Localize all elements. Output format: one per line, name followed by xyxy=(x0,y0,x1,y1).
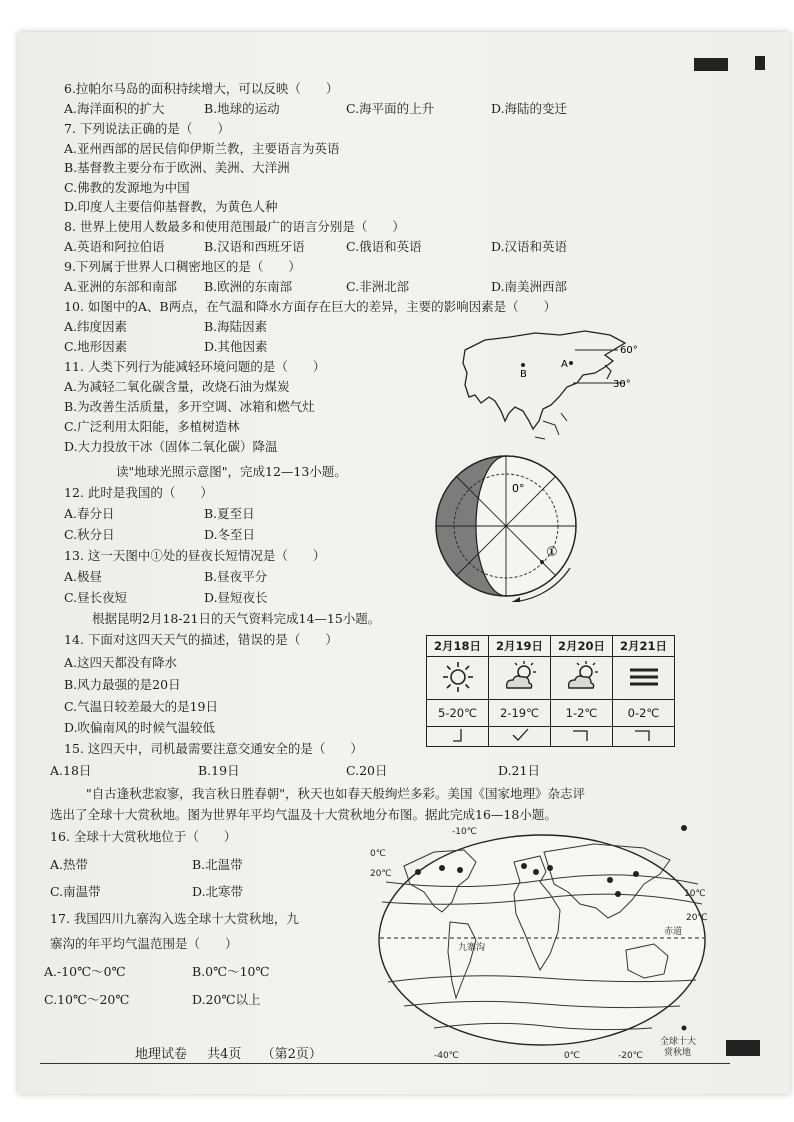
option-17a: A.-10℃～0℃ xyxy=(44,964,126,979)
corner-mark xyxy=(726,1040,760,1056)
weather-temp: 2-19℃ xyxy=(489,700,551,727)
point-a-marker xyxy=(569,361,573,365)
point-b-label: B xyxy=(520,369,527,380)
page-footer xyxy=(135,1043,338,1062)
point-1-marker xyxy=(540,560,544,564)
isotherm-label: 10℃ xyxy=(684,889,706,899)
autumn-site-marker xyxy=(681,825,687,831)
weather-icon-cell xyxy=(551,657,613,700)
jiuzhaigou-label: 九寨沟 xyxy=(458,943,486,953)
option-11c: C.广泛利用太阳能，多植树造林 xyxy=(64,419,240,434)
weather-icon-cell xyxy=(613,657,675,700)
question-8: 8. 世界上使用人数最多和使用范围最广的语言分别是（ ） xyxy=(64,219,405,234)
question-17-line2: 寨沟的年平均气温范围是（ ） xyxy=(50,936,238,951)
footer-subject: 地理试卷 xyxy=(135,1047,188,1062)
isotherm-label: 20℃ xyxy=(370,869,392,879)
isotherm-label: -20℃ xyxy=(618,1051,643,1061)
option-10b: B.海陆因素 xyxy=(204,319,268,334)
weather-temp: 0-2℃ xyxy=(613,700,675,727)
weather-date: 2月18日 xyxy=(427,636,489,657)
option-12c: C.秋分日 xyxy=(64,527,115,542)
option-9a: A.亚洲的东部和南部 xyxy=(64,279,178,294)
option-10a: A.纬度因素 xyxy=(64,319,128,334)
weather-date: 2月19日 xyxy=(489,636,551,657)
option-6d: D.海陆的变迁 xyxy=(491,101,568,116)
option-11a: A.为减轻二氧化碳含量，改烧石油为煤炭 xyxy=(64,379,290,394)
option-8d: D.汉语和英语 xyxy=(491,239,568,254)
isotherm-label: 20℃ xyxy=(686,913,708,923)
option-14a: A.这四天都没有降水 xyxy=(64,655,178,670)
question-12: 12. 此时是我国的（ ） xyxy=(64,485,213,500)
option-9b: B.欧洲的东南部 xyxy=(204,279,293,294)
wind-icon xyxy=(567,727,597,743)
weather-date: 2月21日 xyxy=(613,636,675,657)
option-8a: A.英语和阿拉伯语 xyxy=(64,239,165,254)
sunny-icon xyxy=(441,660,475,694)
legend-marker xyxy=(682,1026,687,1031)
asia-map xyxy=(455,325,640,445)
option-10c: C.地形因素 xyxy=(64,339,128,354)
autumn-site-marker xyxy=(415,869,421,875)
corner-mark xyxy=(694,58,728,71)
question-13: 13. 这一天图中①处的昼夜长短情况是（ ） xyxy=(64,548,326,563)
option-16d: D.北寒带 xyxy=(192,884,244,899)
partly-cloudy-icon xyxy=(564,660,600,694)
isotherm-label: -10℃ xyxy=(452,827,477,837)
legend-label-line2: 赏秋地 xyxy=(664,1048,692,1058)
asia-outline xyxy=(463,331,625,429)
world-temperature-map xyxy=(364,822,720,1064)
question-11: 11. 人类下列行为能减轻环境问题的是（ ） xyxy=(64,359,326,374)
weather-temp: 1-2℃ xyxy=(551,700,613,727)
question-6: 6.拉帕尔马岛的面积持续增大，可以反映（ ） xyxy=(64,81,339,96)
option-9c: C.非洲北部 xyxy=(346,279,410,294)
point-a-label: A xyxy=(561,359,568,370)
autumn-site-marker xyxy=(607,877,613,883)
option-13b: B.昼夜平分 xyxy=(204,569,268,584)
weather-date: 2月20日 xyxy=(551,636,613,657)
question-16: 16. 全球十大赏秋地位于（ ） xyxy=(50,829,237,844)
weather-icon-cell xyxy=(427,657,489,700)
option-6b: B.地球的运动 xyxy=(204,101,280,116)
option-8c: C.俄语和英语 xyxy=(346,239,422,254)
option-13a: A.极昼 xyxy=(64,569,103,584)
meridian-0-label: 0° xyxy=(512,482,525,495)
option-7b: B.基督教主要分布于欧洲、美洲、大洋洲 xyxy=(64,160,290,175)
wind-cell xyxy=(551,727,613,747)
wind-icon xyxy=(443,727,473,743)
point-1-label: ① xyxy=(546,545,558,560)
autumn-site-marker xyxy=(547,865,553,871)
wind-icon xyxy=(629,727,659,743)
arrow-head xyxy=(512,597,520,602)
option-12b: B.夏至日 xyxy=(204,506,255,521)
option-16a: A.热带 xyxy=(50,857,89,872)
equator-label: 赤道 xyxy=(664,927,683,937)
weather-icon-cell xyxy=(489,657,551,700)
autumn-site-marker xyxy=(615,891,621,897)
globe-diagram xyxy=(432,452,592,602)
corner-mark xyxy=(755,56,765,70)
wind-cell xyxy=(613,727,675,747)
fog-icon xyxy=(626,660,662,694)
partly-cloudy-icon xyxy=(502,660,538,694)
option-11b: B.为改善生活质量，多开空调、冰箱和燃气灶 xyxy=(64,399,315,414)
autumn-site-marker xyxy=(533,869,539,875)
autumn-site-marker xyxy=(521,863,527,869)
option-11d: D.大力投放干冰（固体二氧化碳）降温 xyxy=(64,439,278,454)
question-10: 10. 如图中的A、B两点，在气温和降水方面存在巨大的差异，主要的影响因素是（ ） xyxy=(64,299,557,314)
question-15: 15. 这四天中，司机最需要注意交通安全的是（ ） xyxy=(64,741,363,756)
option-8b: B.汉语和西班牙语 xyxy=(204,239,305,254)
option-17c: C.10℃～20℃ xyxy=(44,992,130,1007)
option-12a: A.春分日 xyxy=(64,506,115,521)
option-15b: B.19日 xyxy=(198,763,240,778)
isotherm-label: 0℃ xyxy=(370,849,386,859)
weather-temp: 5-20℃ xyxy=(427,700,489,727)
option-6a: A.海洋面积的扩大 xyxy=(64,101,165,116)
option-7c: C.佛教的发源地为中国 xyxy=(64,180,190,195)
option-10d: D.其他因素 xyxy=(204,339,268,354)
footer-current-page: （第2页） xyxy=(261,1047,322,1062)
wind-cell xyxy=(427,727,489,747)
option-13c: C.昼长夜短 xyxy=(64,590,128,605)
option-7d: D.印度人主要信仰基督教，为黄色人种 xyxy=(64,199,278,214)
intro-12-13: 读"地球光照示意图"，完成12—13小题。 xyxy=(116,464,347,479)
footer-rule xyxy=(40,1063,730,1064)
intro-16-18-line2: 选出了全球十大赏秋地。图为世界年平均气温及十大赏秋地分布图。据此完成16—18小题。 xyxy=(50,807,557,822)
wind-cell xyxy=(489,727,551,747)
question-7: 7. 下列说法正确的是（ ） xyxy=(64,121,230,136)
option-16b: B.北温带 xyxy=(192,857,243,872)
isotherm-label: -40℃ xyxy=(434,1051,459,1061)
latitude-60-label: 60° xyxy=(620,345,638,356)
option-14c: C.气温日较差最大的是19日 xyxy=(64,699,218,714)
option-17d: D.20℃以上 xyxy=(192,992,261,1007)
option-9d: D.南美洲西部 xyxy=(491,279,568,294)
option-6c: C.海平面的上升 xyxy=(346,101,435,116)
point-b-marker xyxy=(521,363,525,367)
option-15a: A.18日 xyxy=(50,763,92,778)
question-14: 14. 下面对这四天天气的描述，错误的是（ ） xyxy=(64,632,338,647)
map-frame xyxy=(379,835,705,1045)
option-15c: C.20日 xyxy=(346,763,388,778)
intro-16-18-line1: "自古逢秋悲寂寥，我言秋日胜春朝"，秋天也如春天般绚烂多彩。美国《国家地理》杂志评 xyxy=(86,786,586,801)
footer-total-pages: 共4页 xyxy=(207,1047,242,1062)
autumn-site-marker xyxy=(457,867,463,873)
wind-icon xyxy=(505,727,535,743)
option-7a: A.亚州西部的居民信仰伊斯兰教，主要语言为英语 xyxy=(64,141,340,156)
option-13d: D.昼短夜长 xyxy=(204,590,268,605)
legend-label-line1: 全球十大 xyxy=(660,1037,697,1047)
isotherm-label: 0℃ xyxy=(564,1051,580,1061)
option-17b: B.0℃～10℃ xyxy=(192,964,270,979)
option-16c: C.南温带 xyxy=(50,884,101,899)
latitude-30-label: 30° xyxy=(613,379,631,390)
option-12d: D.冬至日 xyxy=(204,527,256,542)
question-9: 9.下列属于世界人口稠密地区的是（ ） xyxy=(64,259,301,274)
option-14d: D.吹偏南风的时候气温较低 xyxy=(64,720,216,735)
option-14b: B.风力最强的是20日 xyxy=(64,677,181,692)
autumn-site-marker xyxy=(439,865,445,871)
autumn-site-marker xyxy=(633,871,639,877)
intro-14-15: 根据昆明2月18-21日的天气资料完成14—15小题。 xyxy=(92,611,381,626)
question-17-line1: 17. 我国四川九寨沟入选全球十大赏秋地，九 xyxy=(50,911,299,926)
weather-table xyxy=(426,635,675,747)
option-15d: D.21日 xyxy=(498,763,540,778)
